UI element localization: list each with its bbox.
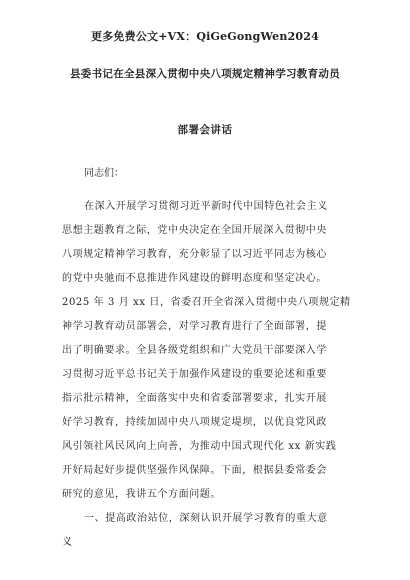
section-heading-line: 义 [62,537,73,548]
document-title-line-2: 部署会讲话 [177,124,233,136]
body-line: 2025 年 3 月 xx 日，省委召开全省深入贯彻中央八项规定精 [62,297,351,308]
body-line: 研究的意见，我讲五个方面问题。 [62,489,221,500]
section-heading-line: 一、提高政治站位，深刻认识开展学习教育的重大意 [84,513,328,524]
body-line: 神学习教育动员部署会，对学习教育进行了全面部署，提 [62,321,327,332]
body-line: 在深入开展学习贯彻习近平新时代中国特色社会主义 [84,201,328,212]
body-line: 风引领社风民风向上向善，为推动中国式现代化 xx 新实践 [62,441,337,452]
document-title-line-1: 县委书记在全县深入贯彻中央八项规定精神学习教育动员 [70,68,340,80]
body-line: 八项规定精神学习教育，充分彰显了以习近平同志为核心 [62,249,327,260]
salutation: 同志们： [84,168,124,179]
body-line: 习贯彻习近平总书记关于加强作风建设的重要论述和重要 [62,369,327,380]
header-banner: 更多免费公文+VX：QiGeGongWen2024 [91,30,319,43]
body-line: 思想主题教育之际，党中央决定在全国开展深入贯彻中央 [62,225,327,236]
body-line: 开好局起好步提供坚强作风保障。下面，根据县委常委会 [62,465,327,476]
body-line: 的党中央驰而不息推进作风建设的鲜明态度和坚定决心。 [62,273,327,284]
body-line: 出了明确要求。全县各级党组织和广大党员干部要深入学 [62,345,327,356]
body-line: 好学习教育，持续加固中央八项规定堤坝，以优良党风政 [62,417,327,428]
body-line: 指示批示精神，全面落实中央和省委部署要求，扎实开展 [62,393,327,404]
